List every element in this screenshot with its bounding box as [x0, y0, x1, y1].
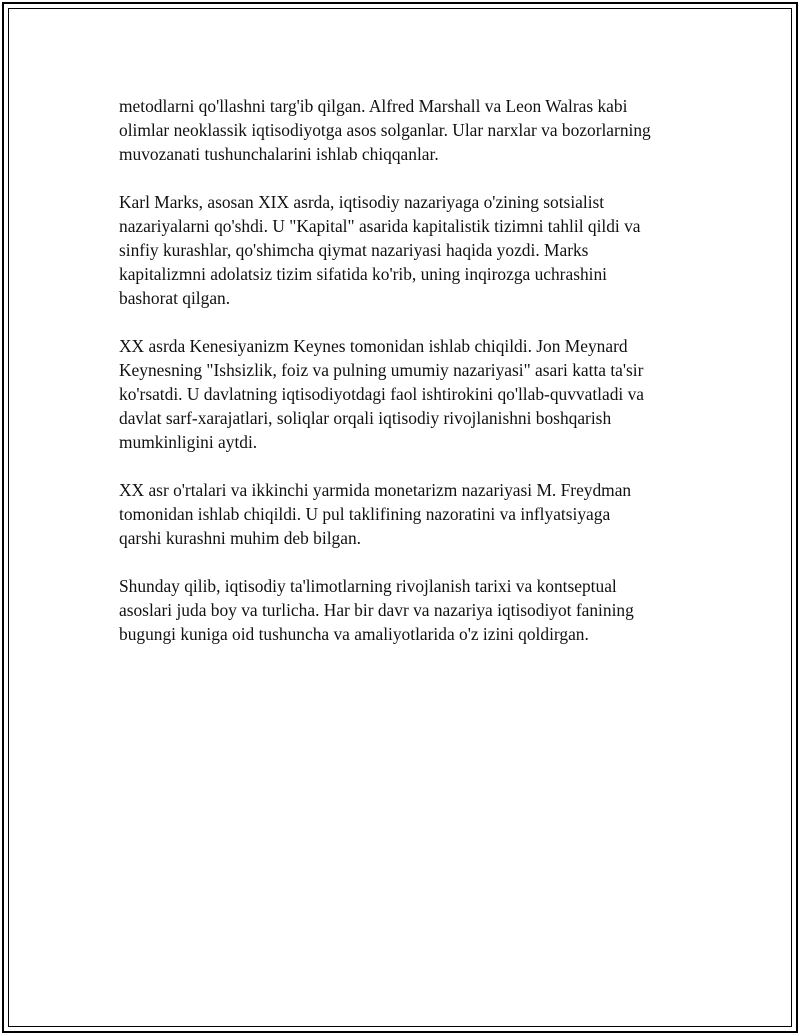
document-body: [119, 94, 699, 670]
paragraph-neoclassical: metodlarni qo'llashni targ'ib qilgan. Alfred Marshall va Leon Walras kabi olimlar neoklassik iqtisodiyotga asos solganlar. Ular narxlar va bozorlarning muvozanati tushunchalarini ishlab chiqqanlar.: [119, 96, 651, 164]
paragraph-marx: Karl Marks, asosan XIX asrda, iqtisodiy nazariyaga o'zining sotsialist nazariyalarni qo'shdi. U "Kapital" asarida kapitalistik tizimni tahlil qildi va sinfiy kurashlar, qo'shimcha qiymat nazariyasi haqida yozdi. Marks kapitalizmni adolatsiz tizim sifatida ko'rib, uning inqirozga uchrashini bashorat qilgan.: [119, 192, 641, 308]
paragraph-conclusion: Shunday qilib, iqtisodiy ta'limotlarning rivojlanish tarixi va kontseptual asoslari juda boy va turlicha. Har bir davr va nazariya iqtisodiyot fanining bugungi kuniga oid tushuncha va amaliyotlarida o'z izini qoldirgan.: [119, 576, 634, 644]
paragraph-monetarism: XX asr o'rtalari va ikkinchi yarmida monetarizm nazariyasi M. Freydman tomonidan ishlab chiqildi. U pul taklifining nazoratini va inflyatsiyaga qarshi kurashni muhim deb bilgan.: [119, 480, 632, 548]
paragraph-keynesianism: XX asrda Kenesiyanizm Keynes tomonidan ishlab chiqildi. Jon Meynard Keynesning "Ishsizlik, foiz va pulning umumiy nazariyasi" asari katta ta'sir ko'rsatdi. U davlatning iqtisodiyotdagi faol ishtirokini qo'llab-quvvatladi va davlat sarf-xarajatlari, soliqlar orqali iqtisodiy rivojlanishni boshqarish mumkinligini aytdi.: [119, 336, 645, 452]
